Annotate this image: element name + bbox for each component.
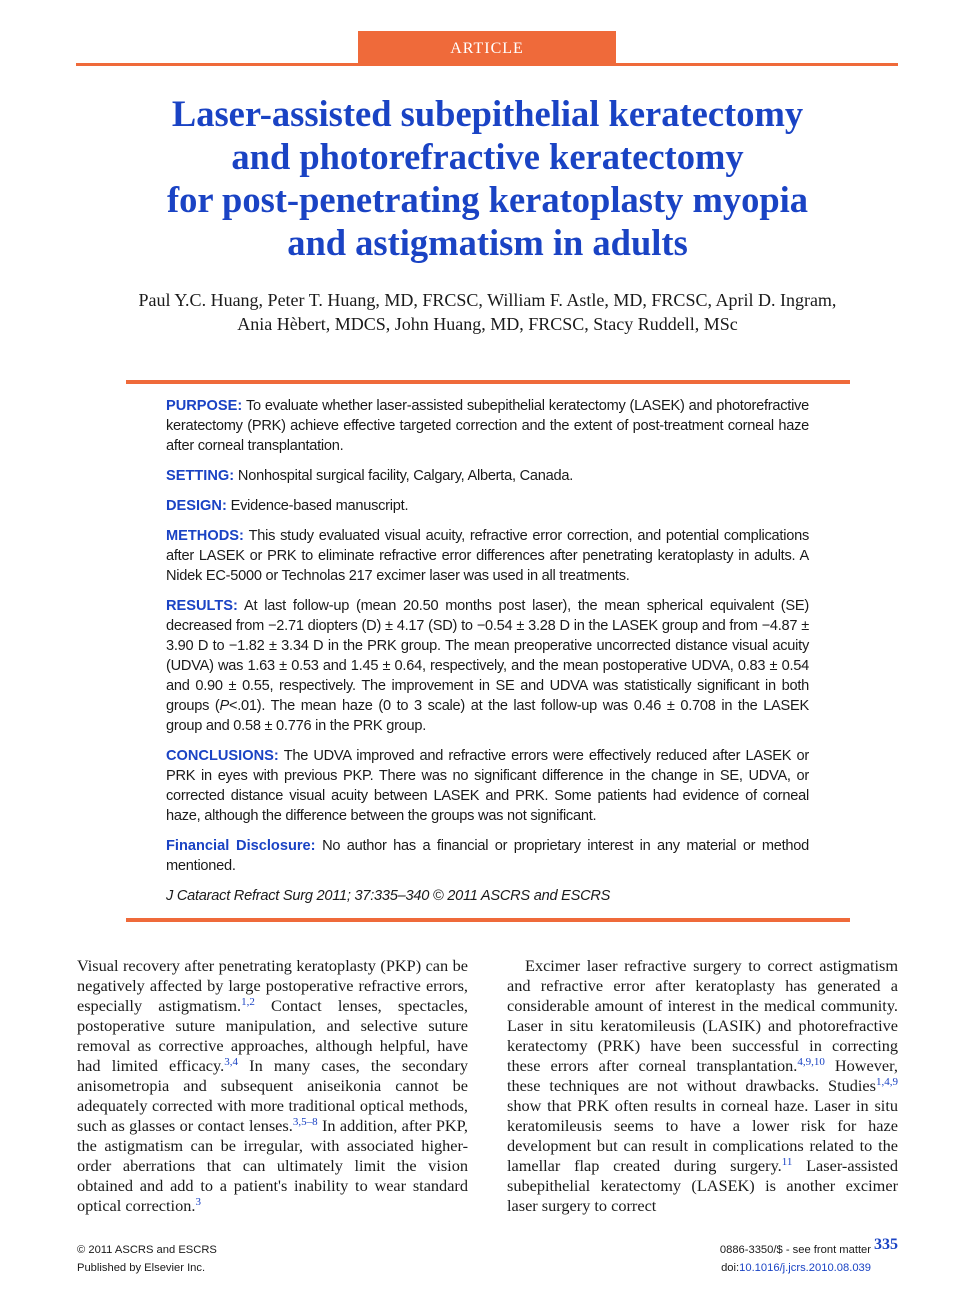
reference-link[interactable]: 1,2	[241, 996, 255, 1008]
body-column-left	[77, 956, 468, 1216]
methods-text: This study evaluated visual acuity, refractive error correction, and potential complications after LASEK or PRK to eliminate refractive error differences after penetrating keratoplasty in adults. A Nidek EC-5000 or Technolas 217 excimer laser was used in all treatments.	[166, 528, 809, 584]
reference-link[interactable]: 3,4	[224, 1056, 238, 1068]
body-text: Excimer laser refractive surgery to correct astigmatism and refractive error after keratoplasty has generated a considerable amount of interest in the medical community. Laser in situ keratomileusis (LASIK) and photorefractive keratectomy (PRK) have been successful in correcting these errors after corneal transplantation.	[507, 956, 898, 1075]
author-line: Paul Y.C. Huang, Peter T. Huang, MD, FRCSC, William F. Astle, MD, FRCSC, April D. Ingram,	[138, 290, 837, 310]
body-text: However, these techniques are not without drawbacks. Studies	[507, 1056, 898, 1095]
abstract-top-rule	[126, 380, 850, 384]
design-label: DESIGN:	[166, 498, 227, 514]
body-text: Contact lenses, spectacles, postoperative suture manipulation, and selective suture removal as corrective approaches, although helpful, have had limited efficacy.	[77, 996, 468, 1075]
title-line: for post-penetrating keratoplasty myopia	[166, 179, 809, 220]
setting-text: Nonhospital surgical facility, Calgary, Alberta, Canada.	[237, 468, 573, 484]
page-number: 335	[874, 1236, 898, 1253]
results-label: RESULTS:	[166, 598, 238, 614]
body-text: Visual recovery after penetrating keratoplasty (PKP) can be negatively affected by large postoperative refractive errors, especially astigmatism.	[77, 956, 468, 1015]
reference-link[interactable]: 1,4,9	[876, 1076, 898, 1088]
abstract-design	[166, 496, 809, 516]
p-value-symbol: P	[219, 698, 229, 714]
abstract-purpose	[166, 396, 809, 456]
methods-label: METHODS:	[166, 528, 244, 544]
body-paragraph	[507, 956, 898, 1216]
setting-label: SETTING:	[166, 468, 235, 484]
issn-notice: 0886-3350/$ - see front matter	[719, 1244, 871, 1256]
title-line: and astigmatism in adults	[287, 222, 688, 263]
disclosure-label: Financial Disclosure:	[166, 838, 316, 854]
abstract-setting	[166, 466, 809, 486]
body-text: In many cases, the secondary anisometropia and subsequent aniseikonia cannot be adequately corrected with more traditional optical methods, such as glasses or contact lenses.	[77, 1056, 469, 1135]
body-text: Laser-assisted subepithelial keratectomy (LASEK) is another excimer laser surgery to correct	[507, 1156, 898, 1215]
reference-link[interactable]: 3	[195, 1196, 201, 1208]
conclusions-label: CONCLUSIONS:	[166, 748, 279, 764]
abstract-methods	[166, 526, 809, 586]
footer-right	[720, 1241, 871, 1277]
journal-citation: J Cataract Refract Surg 2011; 37:335–340 © 2011 ASCRS and ESCRS	[166, 888, 611, 904]
reference-link[interactable]: 4,9,10	[797, 1056, 825, 1068]
results-text-cont: <.01). The mean haze (0 to 3 scale) at the last follow-up was 0.46 ± 0.708 in the LASEK group and 0.58 ± 0.776 in the PRK group.	[166, 698, 809, 734]
body-column-right	[507, 956, 898, 1216]
abstract-conclusions	[166, 746, 809, 826]
abstract-disclosure	[166, 836, 809, 876]
reference-link[interactable]: 3,5–8	[292, 1116, 318, 1128]
design-text: Evidence-based manuscript.	[230, 498, 409, 514]
title-line: and photorefractive keratectomy	[231, 136, 744, 177]
results-text: At last follow-up (mean 20.50 months post laser), the mean spherical equivalent (SE) decreased from −2.71 diopters (D) ± 4.17 (SD) to −0.54 ± 3.28 D in the LASEK group and from −4.87 ± 3.90 D to −1.82 ± 3.34 D in the PRK group. The mean preoperative uncorrected distance visual acuity (UDVA) was 1.63 ± 0.53 and 1.45 ± 0.64, respectively, and the mean postoperative UDVA, 0.83 ± 0.54 and 0.90 ± 0.55, respectively. The improvement in SE and UDVA was statistically significant in both groups (	[166, 598, 809, 714]
author-list	[60, 288, 915, 336]
conclusions-text: The UDVA improved and refractive errors were effectively reduced after LASEK or PRK in eyes with previous PKP. There was no significant difference in the change in SE, UDVA, or corrected distance visual acuity between LASEK and PRK. Some patients had evidence of corneal haze, although the difference between the groups was not significant.	[166, 748, 810, 824]
author-line: Ania Hèbert, MDCS, John Huang, MD, FRCSC, Stacy Ruddell, MSc	[237, 314, 738, 334]
doi-line	[720, 1259, 871, 1277]
abstract-bottom-rule	[126, 918, 850, 922]
doi-link[interactable]: 10.1016/j.jcrs.2010.08.039	[739, 1262, 871, 1274]
purpose-text: To evaluate whether laser-assisted subepithelial keratectomy (LASEK) and photorefractive keratectomy (PRK) achieve effective targeted correction and the extent of post-treatment corneal haze after corneal transplantation.	[166, 398, 809, 454]
abstract	[166, 396, 809, 916]
article-title	[90, 92, 885, 264]
purpose-label: PURPOSE:	[166, 398, 243, 414]
body-paragraph	[77, 956, 468, 1216]
body-text: show that PRK often results in corneal haze. Laser in situ keratomileusis seems to have a lower risk for haze development but can result in complications related to the lamellar flap created during surgery.	[507, 1096, 898, 1175]
doi-prefix: doi:	[721, 1262, 740, 1274]
publisher-notice: Published by Elsevier Inc.	[77, 1262, 206, 1274]
body-text: In addition, after PKP, the astigmatism can be irregular, with associated higher-order aberrations that can ultimately limit the vision obtained and add to a patient's inability to wear standard optical correction.	[77, 1116, 469, 1215]
title-line: Laser-assisted subepithelial keratectomy	[171, 93, 804, 134]
reference-link[interactable]: 11	[781, 1156, 793, 1168]
copyright-notice: © 2011 ASCRS and ESCRS	[77, 1244, 217, 1256]
footer-left	[77, 1241, 217, 1277]
abstract-results	[166, 596, 809, 736]
article-type-tag: ARTICLE	[358, 31, 616, 65]
disclosure-text: No author has a financial or proprietary interest in any material or method mentioned.	[166, 838, 810, 874]
